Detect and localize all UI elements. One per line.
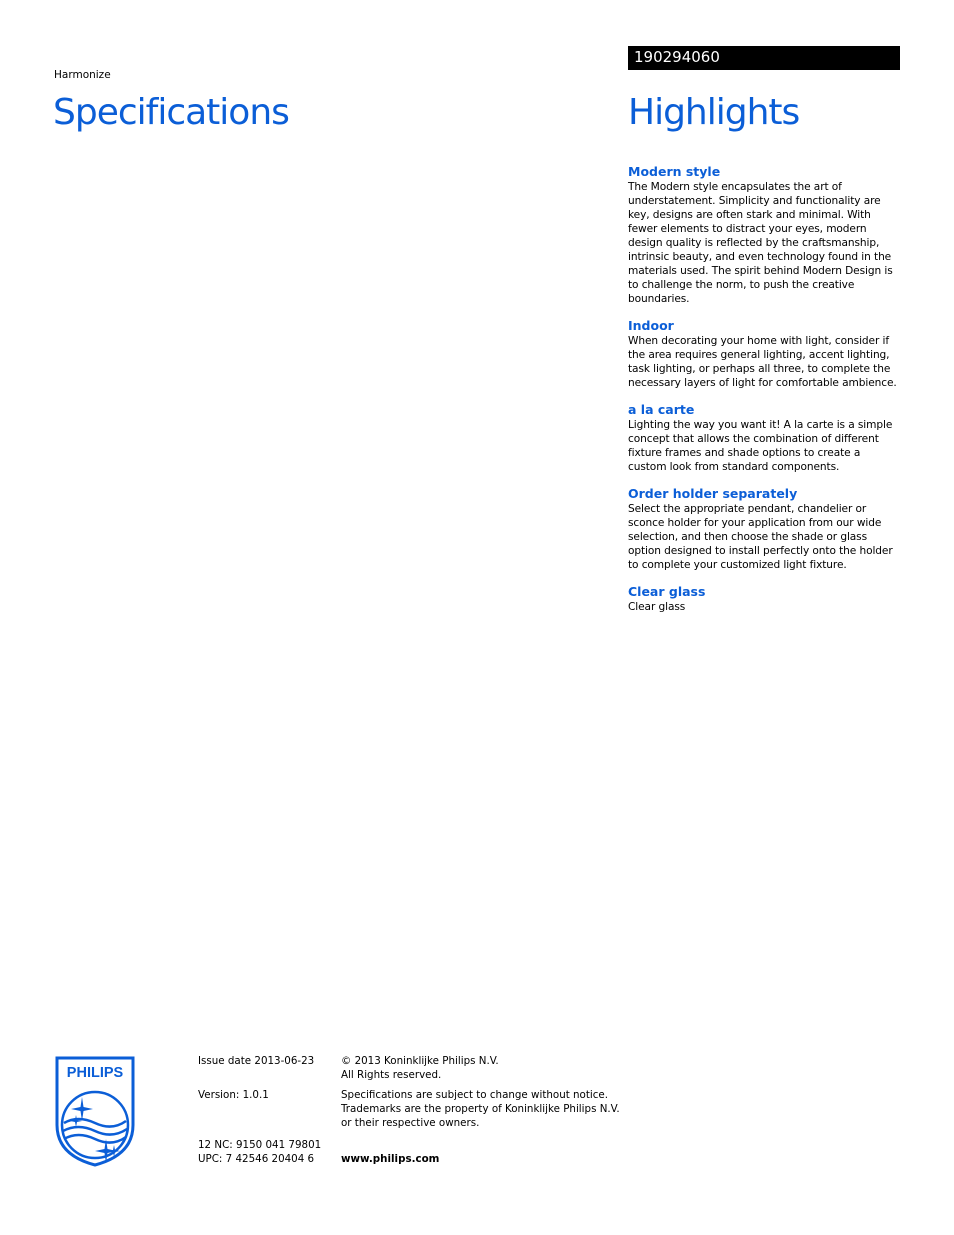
notice-line: Specifications are subject to change without notice. xyxy=(341,1089,609,1101)
rights-line: All Rights reserved. xyxy=(341,1069,442,1081)
highlight-body: When decorating your home with light, consider if the area requires general lighting, accent lighting, task lighting, or perhaps all three, to complete the necessary layers of light for comfortable ambience. xyxy=(628,335,897,389)
highlight-order-holder xyxy=(628,486,900,572)
specifications-title: Specifications xyxy=(53,92,289,133)
highlight-body: Select the appropriate pendant, chandelier or sconce holder for your application from our wide selection, and then choose the shade or glass option designed to install perfectly onto the holder to complete your customized light fixture. xyxy=(628,503,893,571)
highlight-heading: a la carte xyxy=(628,402,695,417)
highlights-list xyxy=(628,164,900,626)
website-link[interactable]: www.philips.com xyxy=(341,1153,440,1165)
logo-wordmark: PHILIPS xyxy=(66,1065,124,1081)
copyright-line: © 2013 Koninklijke Philips N.V. xyxy=(341,1055,499,1067)
nc-code: 12 NC: 9150 041 79801 xyxy=(198,1139,322,1151)
highlights-title: Highlights xyxy=(628,92,800,133)
owners-line: or their respective owners. xyxy=(341,1117,480,1129)
issue-date: Issue date 2013-06-23 xyxy=(198,1055,315,1067)
product-code-bar xyxy=(628,46,900,70)
highlight-a-la-carte xyxy=(628,402,900,474)
highlight-body: Clear glass xyxy=(628,601,686,613)
philips-shield-icon xyxy=(54,1055,136,1167)
highlight-indoor xyxy=(628,318,900,390)
highlight-heading: Order holder separately xyxy=(628,486,798,501)
highlight-heading: Indoor xyxy=(628,318,674,333)
product-family-label: Harmonize xyxy=(54,69,111,81)
highlight-modern-style xyxy=(628,164,900,306)
product-code: 190294060 xyxy=(634,48,720,66)
version: Version: 1.0.1 xyxy=(198,1089,269,1101)
highlight-heading: Clear glass xyxy=(628,584,706,599)
highlight-body: Lighting the way you want it! A la carte is a simple concept that allows the combination of different fixture frames and shade options to create a custom look from standard components. xyxy=(628,419,893,473)
highlight-body: The Modern style encapsulates the art of understatement. Simplicity and functionality are key, designs are often stark and minimal. With fewer elements to distract your eyes, modern design quality is reflected by the craftsmanship, intrinsic beauty, and even technology found in the materials used. The spirit behind Modern Design is to challenge the norm, to push the creative boundaries. xyxy=(628,181,893,305)
highlight-clear-glass xyxy=(628,584,900,614)
highlight-heading: Modern style xyxy=(628,164,721,179)
upc-code: UPC: 7 42546 20404 6 xyxy=(198,1153,315,1165)
trademark-line: Trademarks are the property of Koninklijke Philips N.V. xyxy=(341,1103,620,1115)
